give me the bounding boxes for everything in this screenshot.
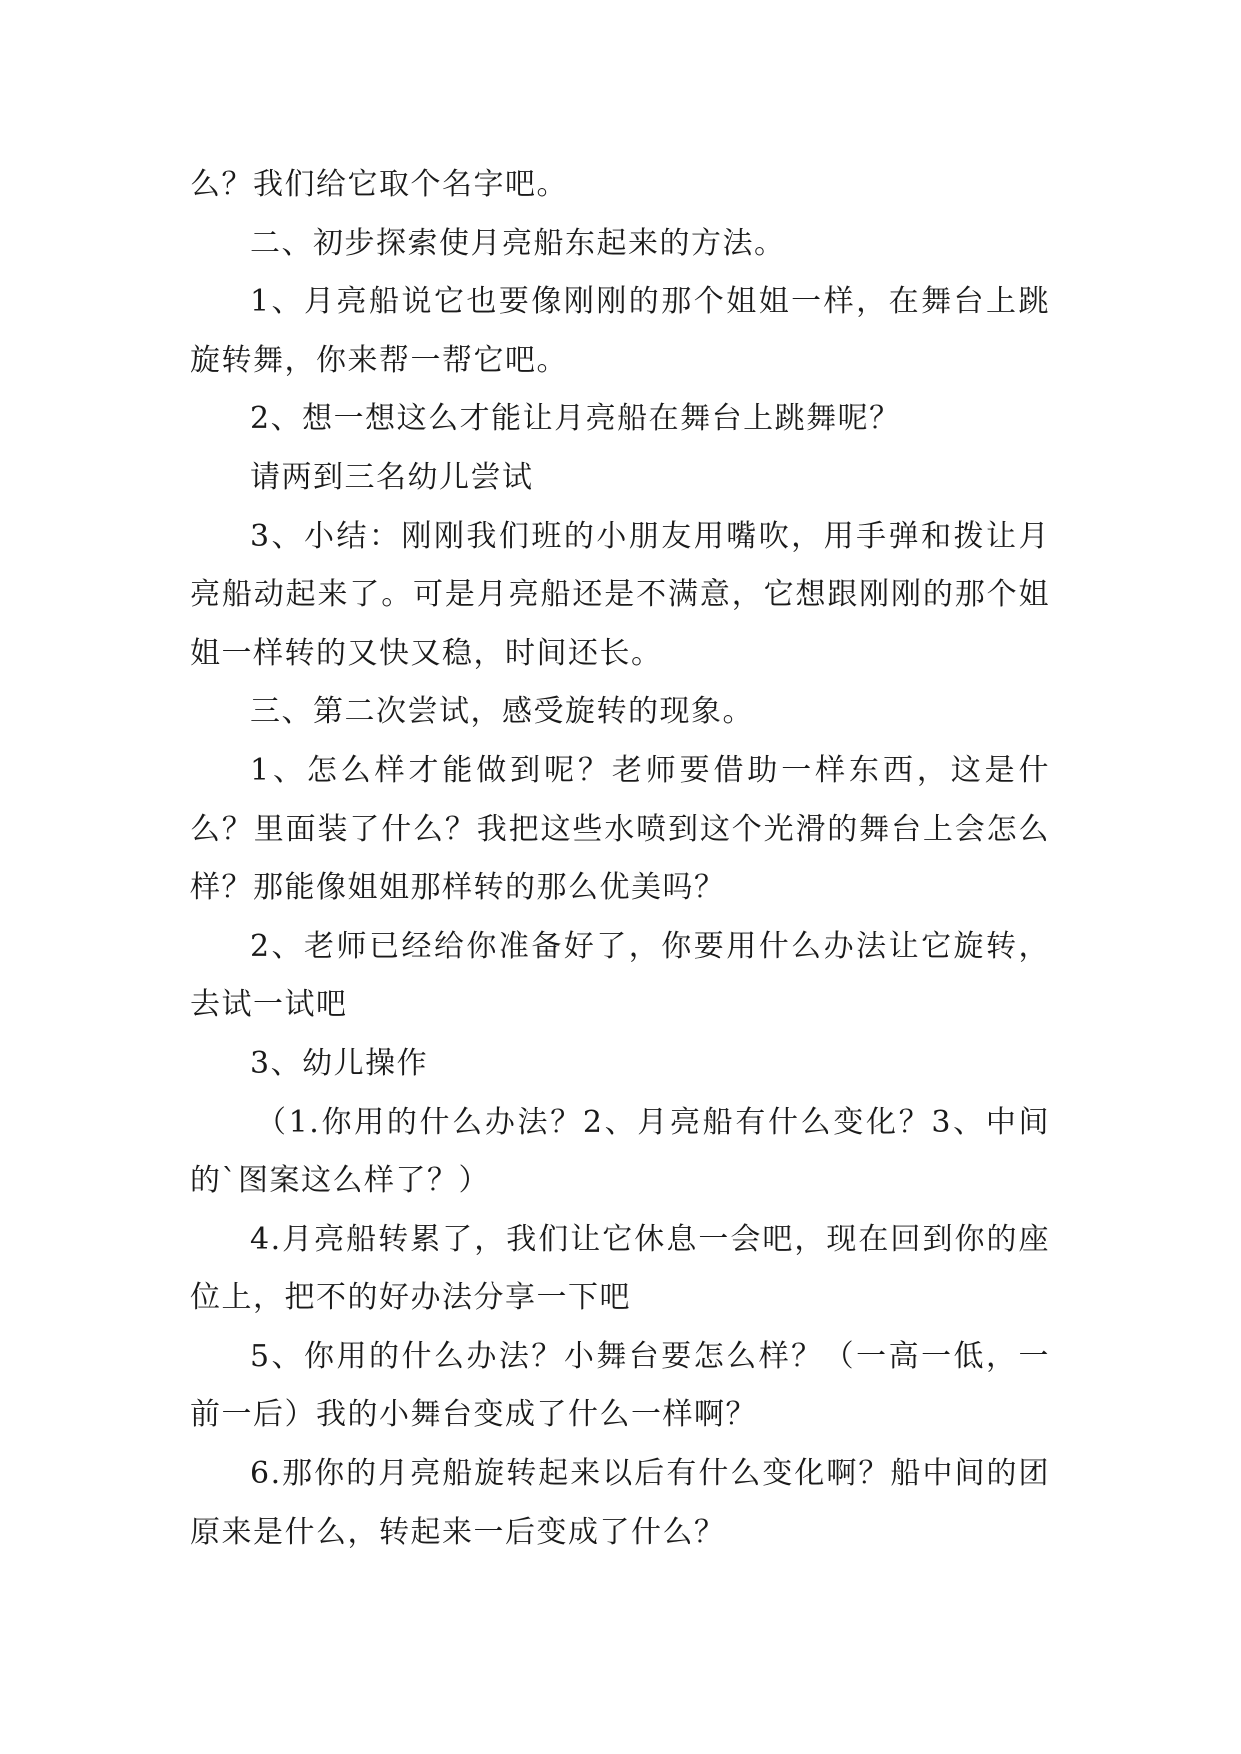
- document-body: [190, 156, 1050, 1562]
- paragraph-step-2: 2、想一想这么才能让月亮船在舞台上跳舞呢？: [250, 401, 901, 437]
- paragraph-step-5: 5、你用的什么办法？小舞台要怎么样？（一高一低，一前一后）我的小舞台变成了什么一样啊？: [190, 1338, 1050, 1433]
- paragraph-step-3-3: 3、幼儿操作: [250, 1045, 429, 1081]
- paragraph-trial: 请两到三名幼儿尝试: [250, 459, 534, 495]
- paragraph-questions: （1.你用的什么办法？2、月亮船有什么变化？3、中间的`图案这么样了？）: [190, 1104, 1050, 1199]
- paragraph-step-3-2: 2、老师已经给你准备好了，你要用什么办法让它旋转，去试一试吧: [190, 928, 1050, 1023]
- section-heading-3: 三、第二次尝试，感受旋转的现象。: [250, 694, 754, 730]
- paragraph-continuation: 么？我们给它取个名字吧。: [190, 167, 568, 202]
- paragraph-step-3-1: 1、怎么样才能做到呢？老师要借助一样东西，这是什么？里面装了什么？我把这些水喷到这个光滑的舞台上会怎么样？那能像姐姐那样转的那么优美吗？: [190, 752, 1050, 906]
- paragraph-step-1: 1、月亮船说它也要像刚刚的那个姐姐一样，在舞台上跳旋转舞，你来帮一帮它吧。: [190, 284, 1050, 378]
- paragraph-summary: 3、小结：刚刚我们班的小朋友用嘴吹，用手弹和拨让月亮船动起来了。可是月亮船还是不满意，它想跟刚刚的那个姐姐一样转的又快又稳，时间还长。: [190, 518, 1050, 671]
- paragraph-step-4: 4.月亮船转累了，我们让它休息一会吧，现在回到你的座位上，把不的好办法分享一下吧: [190, 1221, 1050, 1316]
- paragraph-step-6: 6.那你的月亮船旋转起来以后有什么变化啊？船中间的团原来是什么，转起来一后变成了什么？: [190, 1456, 1050, 1550]
- section-heading-2: 二、初步探索使月亮船东起来的方法。: [250, 225, 786, 261]
